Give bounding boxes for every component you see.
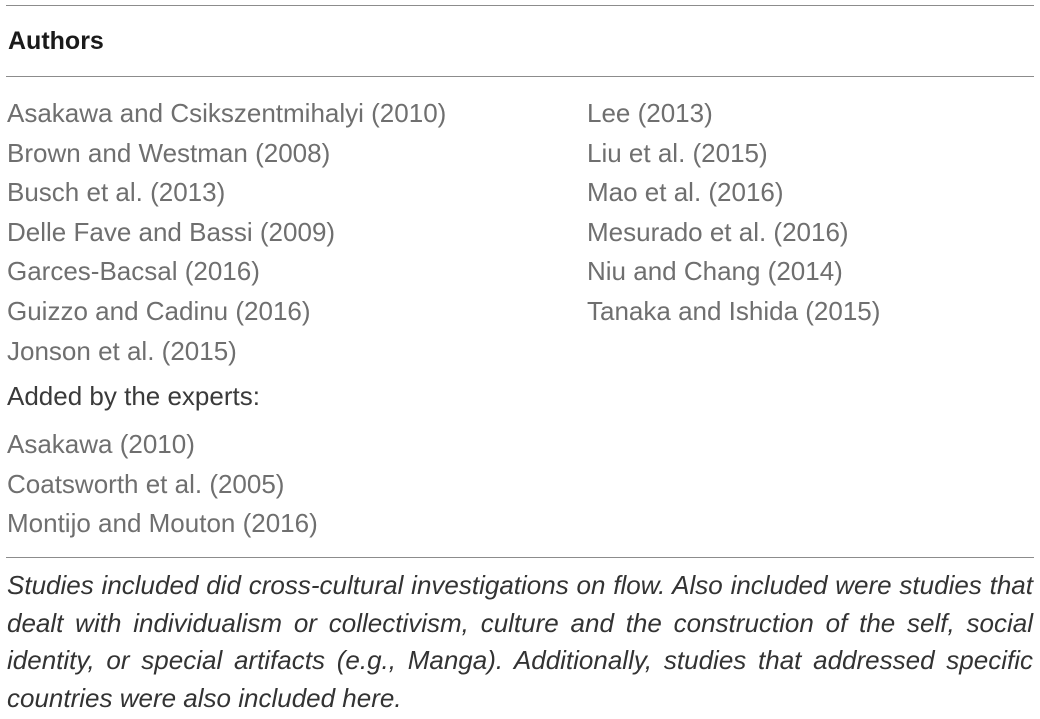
- expert-author-entry: Asakawa (2010): [7, 429, 195, 459]
- author-entry: Asakawa and Csikszentmihalyi (2010): [7, 98, 447, 128]
- expert-author-entry: Coatsworth et al. (2005): [7, 468, 285, 499]
- expert-author-entry: Montijo and Mouton (2016): [7, 508, 318, 539]
- author-entry: Busch et al. (2013): [7, 177, 226, 208]
- author-entry: Niu and Chang (2014): [587, 256, 843, 287]
- author-list-right: [587, 94, 880, 332]
- expert-author-list: [7, 425, 318, 544]
- author-entry: Delle Fave and Bassi (2009): [7, 216, 336, 247]
- author-entry: Lee (2013): [587, 98, 713, 128]
- author-entry: Garces-Bacsal (2016): [7, 256, 260, 287]
- author-entry: Mesurado et al. (2016): [587, 216, 849, 247]
- experts-section-label: Added by the experts:: [7, 381, 260, 411]
- table-footnote: Studies included did cross-cultural investigations on flow. Also included were studies that dealt with individualism or collectivism, culture and the construction of the self, social identity, or special artifacts (e.g., Manga). Additionally, studies that addressed specific countries were also included here.: [7, 570, 1033, 713]
- column-header-authors: Authors: [8, 27, 104, 55]
- author-entry: Tanaka and Ishida (2015): [587, 295, 881, 326]
- table-bottom-rule: [6, 557, 1034, 558]
- table-top-rule: [6, 5, 1034, 6]
- author-entry: Brown and Westman (2008): [7, 137, 331, 168]
- author-entry: Jonson et al. (2015): [7, 335, 237, 366]
- author-entry: Mao et al. (2016): [587, 177, 784, 208]
- author-entry: Guizzo and Cadinu (2016): [7, 295, 311, 326]
- author-entry: Liu et al. (2015): [587, 137, 768, 168]
- header-rule: [6, 76, 1034, 77]
- author-list-left: [7, 94, 446, 371]
